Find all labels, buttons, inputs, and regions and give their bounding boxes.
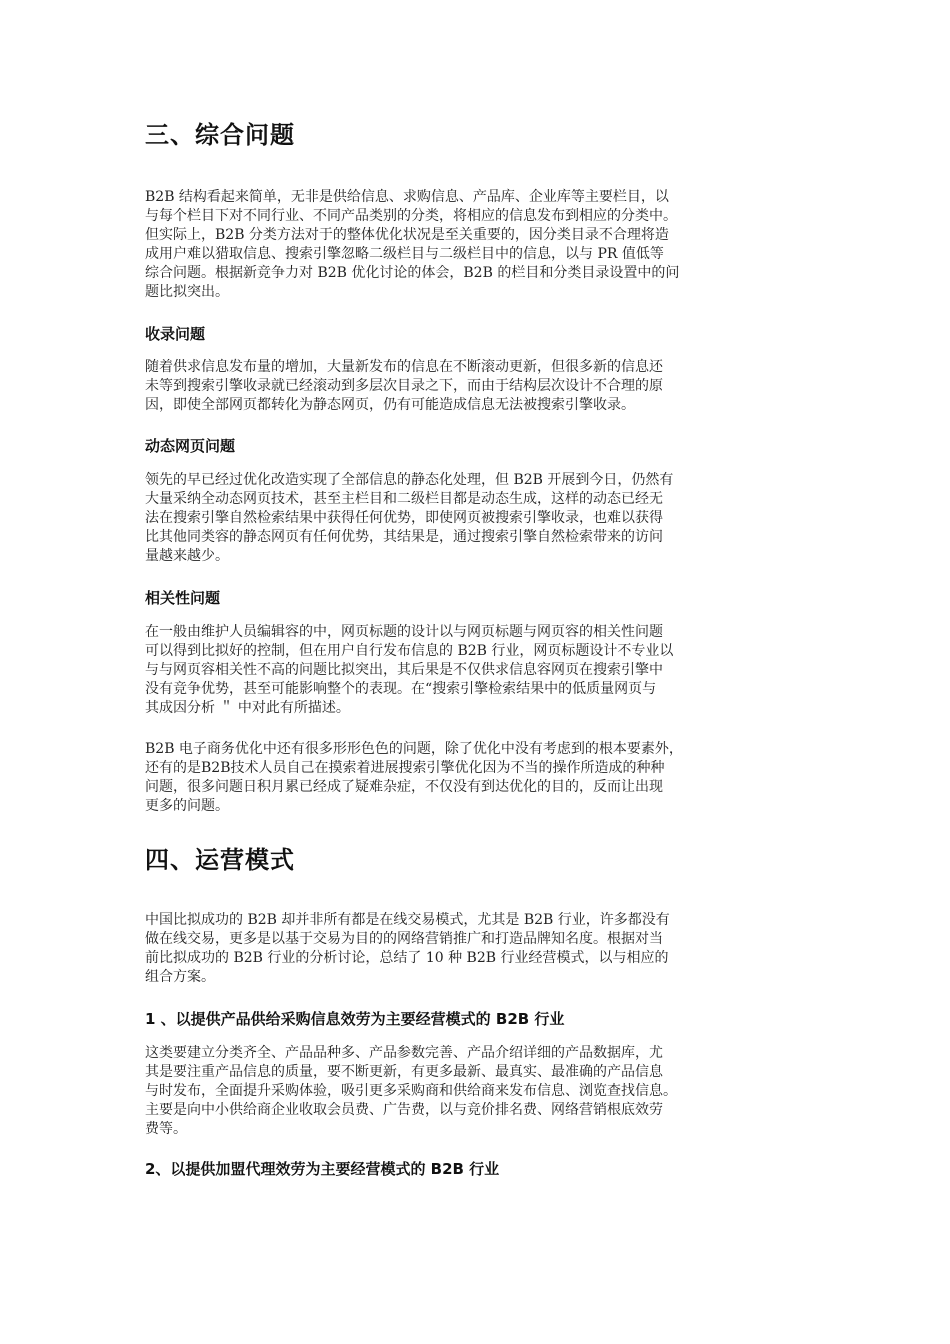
subsection-title: 1 、以提供产品供给采购信息效劳为主要经营模式的 B2B 行业 — [145, 1010, 565, 1028]
text-line: 还有的是B2B技术人员自己在摸索着进展搜索引擎优化因为不当的操作所造成的种种 — [145, 760, 665, 776]
text-line: 更多的问题。 — [145, 798, 229, 814]
text-line: 前比拟成功的 B2B 行业的分析讨论，总结了 10 种 B2B 行业经营模式，以与相应的 — [145, 950, 669, 966]
paragraph — [145, 623, 805, 718]
subsection-title: 收录问题 — [145, 325, 206, 343]
text-line: 综合问题。根据新竞争力对 B2B 优化讨论的体会，B2B 的栏目和分类目录设置中的问 — [145, 265, 680, 281]
section-heading: 三、综合问题 — [145, 121, 295, 149]
subsection-title: 2、以提供加盟代理效劳为主要经营模式的 B2B 行业 — [145, 1160, 500, 1178]
text-line: 与时发布，全面提升采购体验，吸引更多采购商和供给商来发布信息、浏览查找信息。 — [145, 1083, 677, 1099]
text-line: 大量采纳全动态网页技术，甚至主栏目和二级栏目都是动态生成，这样的动态已经无 — [145, 491, 663, 507]
text-line: 没有竞争优势，甚至可能影响整个的表现。在“搜索引擎检索结果中的低质量网页与 — [145, 681, 657, 697]
subsection-title: 动态网页问题 — [145, 437, 236, 455]
text-line: 题比拟突出。 — [145, 284, 229, 300]
text-line: 在一般由维护人员编辑容的中，网页标题的设计以与网页标题与网页容的相关性问题 — [145, 624, 663, 640]
text-line: 领先的早已经过优化改造实现了全部信息的静态化处理，但 B2B 开展到今日，仍然有 — [145, 472, 674, 488]
text-line: 其成因分析 ＂ 中对此有所描述。 — [145, 700, 350, 716]
text-line: 主要是向中小供给商企业收取会员费、广告费，以与竞价排名费、网络营销根底效劳 — [145, 1102, 663, 1118]
text-line: 与与网页容相关性不高的问题比拟突出，其后果是不仅供求信息容网页在搜索引擎中 — [145, 662, 663, 678]
paragraph — [145, 740, 805, 816]
text-line: 比其他同类容的静态网页有任何优势，其结果是，通过搜索引擎自然检索带来的访问 — [145, 529, 663, 545]
text-line: B2B 电子商务优化中还有很多形形色色的问题，除了优化中没有考虑到的根本要素外， — [145, 741, 683, 757]
text-line: 但实际上，B2B 分类方法对于的整体优化状况是至关重要的，因分类目录不合理将造 — [145, 227, 669, 243]
text-line: 因，即使全部网页都转化为静态网页，仍有可能造成信息无法被搜索引擎收录。 — [145, 397, 635, 413]
text-line: 法在搜索引擎自然检索结果中获得任何优势，即使网页被搜索引擎收录，也难以获得 — [145, 510, 663, 526]
paragraph — [145, 911, 805, 987]
text-line: 随着供求信息发布量的增加，大量新发布的信息在不断滚动更新，但很多新的信息还 — [145, 359, 663, 375]
section-heading: 四、运营模式 — [145, 846, 295, 874]
text-line: 可以得到比拟好的控制，但在用户自行发布信息的 B2B 行业，网页标题设计不专业以 — [145, 643, 674, 659]
text-line: 问题，很多问题日积月累已经成了疑难杂症，不仅没有到达优化的目的，反而让出现 — [145, 779, 663, 795]
text-line: 做在线交易，更多是以基于交易为目的的网络营销推广和打造品牌知名度。根据对当 — [145, 931, 663, 947]
text-line: 量越来越少。 — [145, 548, 229, 564]
text-line: 中国比拟成功的 B2B 却并非所有都是在线交易模式，尤其是 B2B 行业，许多都没有 — [145, 912, 670, 928]
text-line: 未等到搜索引擎收录就已经滚动到多层次目录之下，而由于结构层次设计不合理的原 — [145, 378, 663, 394]
subsection-title: 相关性问题 — [145, 589, 221, 607]
paragraph — [145, 358, 805, 415]
text-line: 这类要建立分类齐全、产品品种多、产品参数完善、产品介绍详细的产品数据库，尤 — [145, 1045, 663, 1061]
paragraph — [145, 471, 805, 566]
text-line: 与每个栏目下对不同行业、不同产品类别的分类，将相应的信息发布到相应的分类中。 — [145, 208, 677, 224]
text-line: B2B 结构看起来简单，无非是供给信息、求购信息、产品库、企业库等主要栏目，以 — [145, 189, 669, 205]
paragraph — [145, 188, 805, 302]
paragraph — [145, 1044, 805, 1139]
text-line: 费等。 — [145, 1121, 187, 1137]
text-line: 组合方案。 — [145, 969, 215, 985]
text-line: 成用户难以猎取信息、搜索引擎忽略二级栏目与二级栏目中的信息，以与 PR 值低等 — [145, 246, 664, 262]
text-line: 其是要注重产品信息的质量，要不断更新，有更多最新、最真实、最准确的产品信息 — [145, 1064, 663, 1080]
